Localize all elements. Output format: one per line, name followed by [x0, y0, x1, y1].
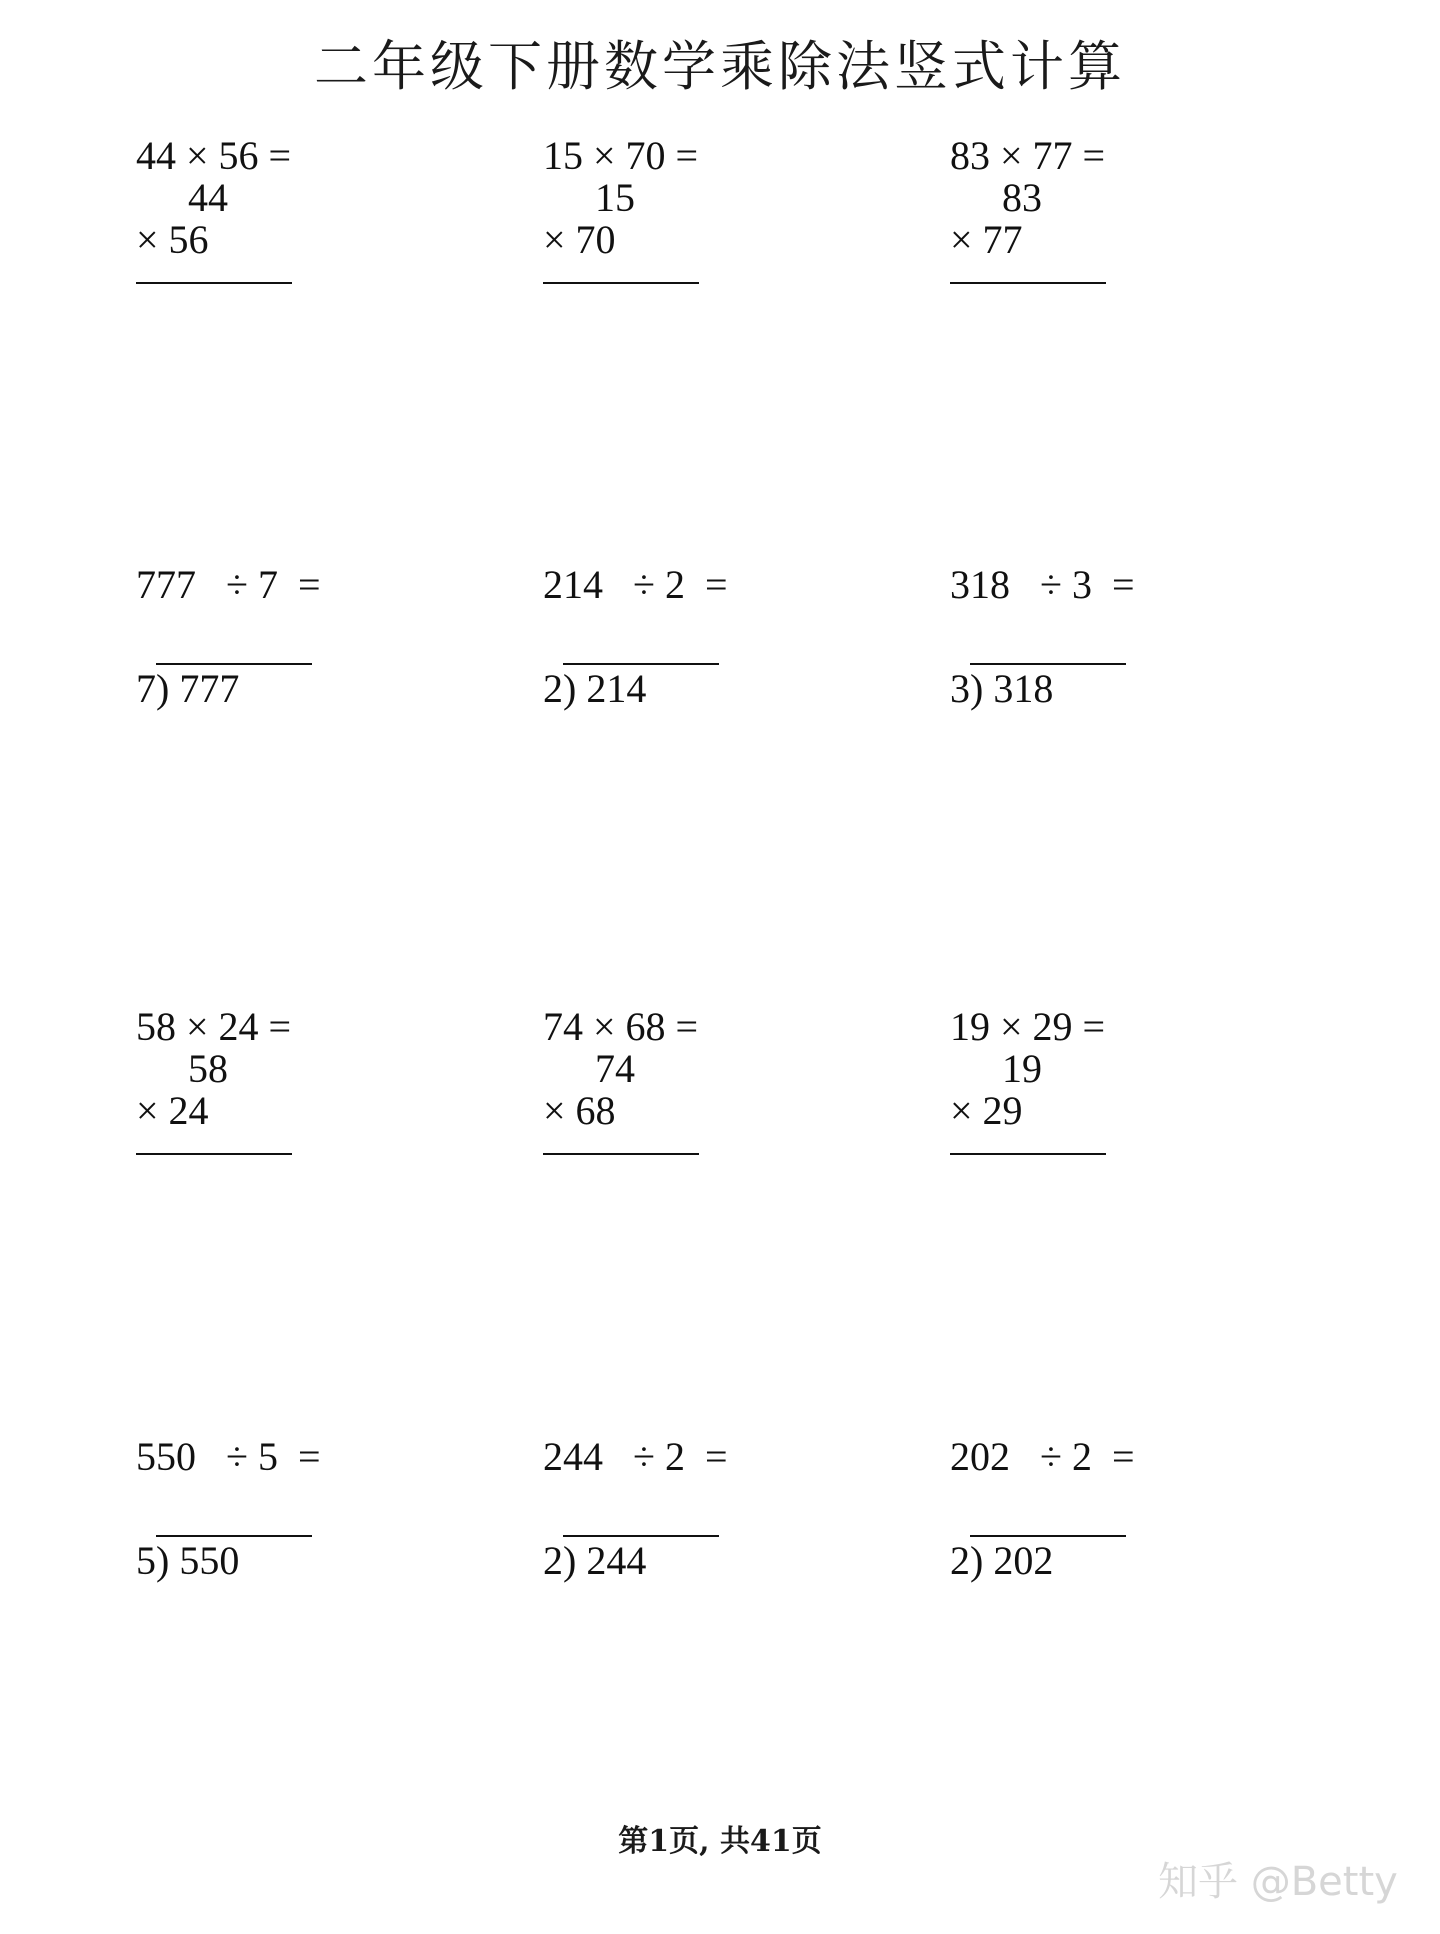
equation-text: 202 ÷ 2 = [950, 1434, 1135, 1479]
answer-rule [543, 1153, 699, 1155]
division-problem [950, 1435, 1250, 1635]
equation-text: 244 ÷ 2 = [543, 1434, 728, 1479]
top-operand: 15 [595, 175, 635, 220]
division-setup: 7) 777 [136, 666, 240, 711]
equation-text: 15 × 70 = [543, 133, 699, 178]
division-setup: 2) 202 [950, 1538, 1054, 1583]
division-setup: 5) 550 [136, 1538, 240, 1583]
answer-rule [950, 1153, 1106, 1155]
multiplication-problem [543, 134, 843, 334]
equation-text: 74 × 68 = [543, 1004, 699, 1049]
division-bracket-rule [563, 663, 719, 665]
top-operand: 19 [1002, 1046, 1042, 1091]
equation-text: 214 ÷ 2 = [543, 562, 728, 607]
division-bracket-rule [970, 1535, 1126, 1537]
division-problem [950, 563, 1250, 763]
multiplication-problem [136, 1005, 436, 1205]
division-bracket-rule [156, 1535, 312, 1537]
equation-text: 83 × 77 = [950, 133, 1106, 178]
bottom-operand: × 24 [136, 1088, 209, 1133]
division-setup: 2) 244 [543, 1538, 647, 1583]
bottom-operand: × 77 [950, 217, 1023, 262]
equation-text: 550 ÷ 5 = [136, 1434, 321, 1479]
division-problem [543, 563, 843, 763]
top-operand: 83 [1002, 175, 1042, 220]
answer-rule [136, 1153, 292, 1155]
equation-text: 58 × 24 = [136, 1004, 292, 1049]
answer-rule [136, 282, 292, 284]
answer-rule [950, 282, 1106, 284]
page-title: 二年级下册数学乘除法竖式计算 [314, 35, 1126, 98]
division-setup: 2) 214 [543, 666, 647, 711]
division-problem [543, 1435, 843, 1635]
top-operand: 58 [188, 1046, 228, 1091]
bottom-operand: × 70 [543, 217, 616, 262]
equation-text: 777 ÷ 7 = [136, 562, 321, 607]
bottom-operand: × 56 [136, 217, 209, 262]
division-setup: 3) 318 [950, 666, 1054, 711]
answer-rule [543, 282, 699, 284]
division-bracket-rule [970, 663, 1126, 665]
multiplication-problem [136, 134, 436, 334]
page-footer: 第1页, 共41页 [618, 1824, 822, 1859]
bottom-operand: × 29 [950, 1088, 1023, 1133]
watermark: 知乎 @Betty [1158, 1859, 1398, 1905]
division-bracket-rule [563, 1535, 719, 1537]
equation-text: 44 × 56 = [136, 133, 292, 178]
equation-text: 318 ÷ 3 = [950, 562, 1135, 607]
division-problem [136, 563, 436, 763]
top-operand: 44 [188, 175, 228, 220]
multiplication-problem [543, 1005, 843, 1205]
bottom-operand: × 68 [543, 1088, 616, 1133]
equation-text: 19 × 29 = [950, 1004, 1106, 1049]
division-bracket-rule [156, 663, 312, 665]
multiplication-problem [950, 1005, 1250, 1205]
top-operand: 74 [595, 1046, 635, 1091]
division-problem [136, 1435, 436, 1635]
multiplication-problem [950, 134, 1250, 334]
